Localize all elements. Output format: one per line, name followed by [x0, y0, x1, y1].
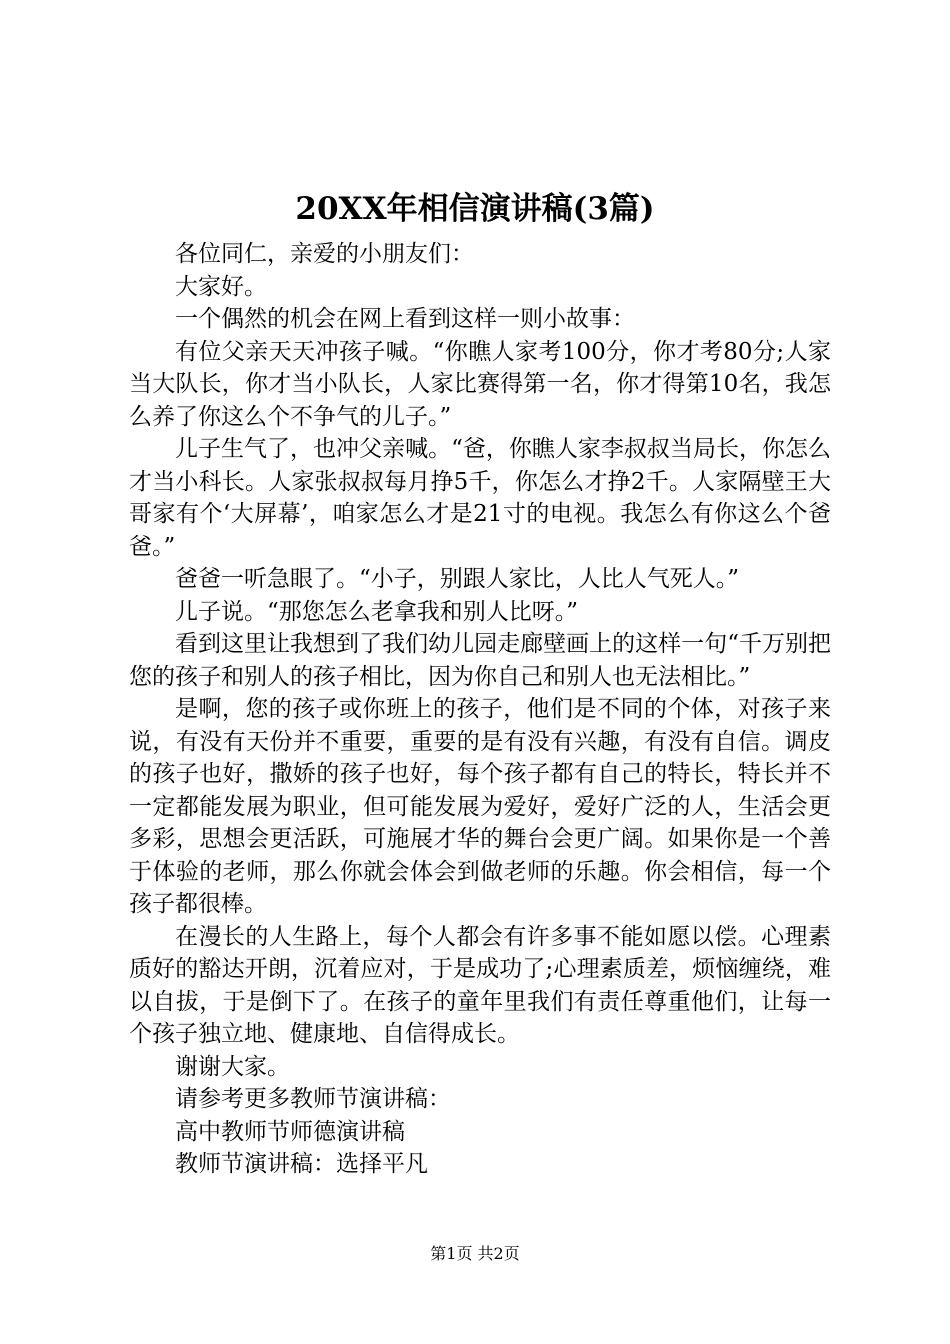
paragraph-life-path: 在漫长的人生路上，每个人都会有许多事不能如愿以偿。心理素质好的豁达开朗，沉着应对，于是成功了;心理素质差，烦恼缠绕，难以自拔，于是倒下了。在孩子的童年里我们有责任尊重他们，让每一个孩子独立地、健康地、自信得成长。	[129, 923, 831, 1047]
paragraph-father-speech: 有位父亲天天冲孩子喊。“你瞧人家考100分，你才考80分;人家当大队长，你才当小队长，人家比赛得第一名，你才得第10名，我怎么养了你这么个不争气的儿子。”	[129, 338, 831, 430]
paragraph-son-reply: 儿子说。“那您怎么老拿我和别人比呀。”	[175, 598, 579, 625]
document-title: 20XX年相信演讲稿(3篇)	[295, 191, 655, 227]
paragraph-father-reply: 爸爸一听急眼了。“小子，别跟人家比，人比人气死人。”	[175, 566, 740, 592]
page-number-footer: 第1页 共2页	[430, 1244, 520, 1263]
document-body	[129, 238, 831, 1181]
paragraph-son-speech: 儿子生气了，也冲父亲喊。“爸，你瞧人家李叔叔当局长，你怎么才当小科长。人家张叔叔每月挣5千，你怎么才挣2千。人家隔壁王大哥家有个‘大屏幕’，咱家怎么才是21寸的电视。我怎么有你这么个爸爸。”	[129, 436, 831, 560]
paragraph-story-intro: 一个偶然的机会在网上看到这样一则小故事：	[175, 306, 635, 332]
paragraph-reference-item-2: 教师节演讲稿：选择平凡	[175, 1151, 428, 1177]
paragraph-reflection: 是啊，您的孩子或你班上的孩子，他们是不同的个体，对孩子来说，有没有天份并不重要，重要的是有没有兴趣，有没有自信。调皮的孩子也好，撒娇的孩子也好，每个孩子都有自己的特长，特长并不一定都能发展为职业，但可能发展为爱好，爱好广泛的人，生活会更多彩，思想会更活跃，可施展才华的舞台会更广阔。如果你是一个善于体验的老师，那么你就会体会到做老师的乐趣。你会相信，每一个孩子都很棒。	[129, 696, 831, 917]
paragraph-greeting: 各位同仁，亲爱的小朋友们：	[175, 241, 474, 267]
paragraph-reference-item-1: 高中教师节师德演讲稿	[175, 1118, 405, 1145]
paragraph-thanks: 谢谢大家。	[175, 1053, 290, 1080]
paragraph-reference-intro: 请参考更多教师节演讲稿：	[175, 1086, 451, 1112]
paragraph-hello: 大家好。	[175, 273, 267, 300]
paragraph-mural-quote: 看到这里让我想到了我们幼儿园走廊壁画上的这样一句“千万别把您的孩子和别人的孩子相比，因为你自己和别人也无法相比。”	[129, 631, 831, 690]
